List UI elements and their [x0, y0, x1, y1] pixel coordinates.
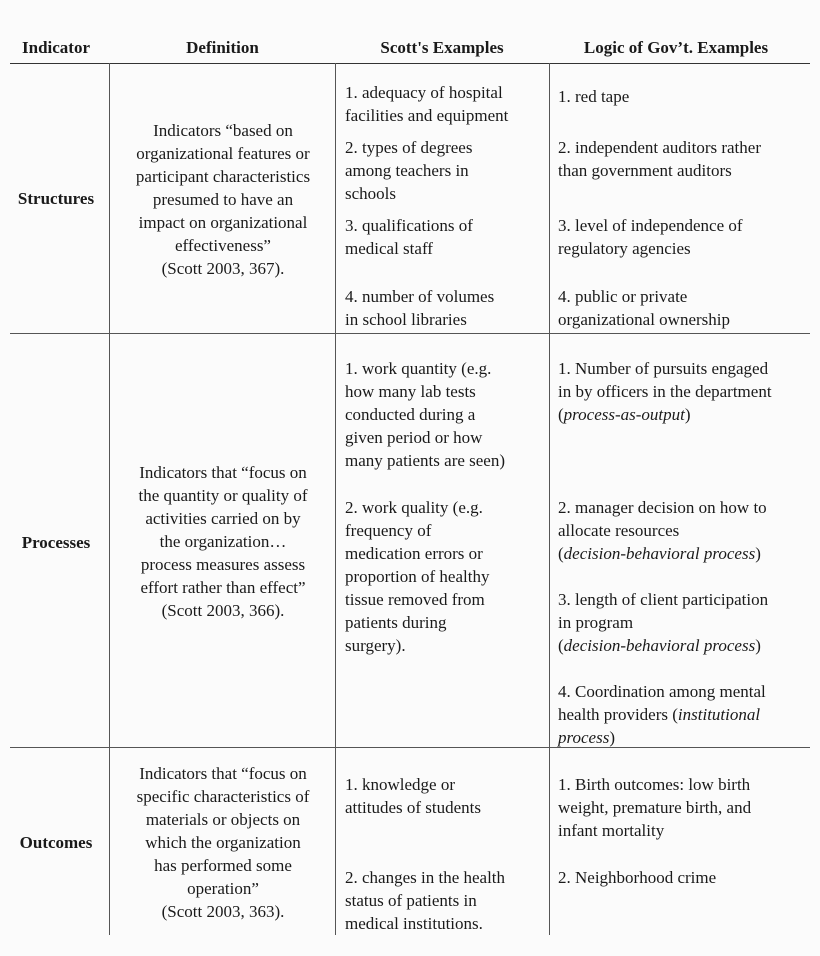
gov-example-structures-2 — [558, 136, 761, 182]
example-line: 4. number of volumes — [345, 287, 495, 306]
process-type: process-as-output — [563, 405, 685, 424]
paren-open: ( — [558, 405, 564, 424]
example-line: patients during — [345, 613, 447, 632]
definition-line: process measures assess — [140, 555, 306, 574]
header-indicator: Indicator — [22, 38, 90, 57]
gov-example-structures-3 — [558, 214, 743, 260]
example-line — [558, 726, 766, 749]
gov-example-processes-3 — [558, 588, 768, 657]
gov-example-outcomes-1 — [558, 773, 751, 842]
definition-line: (Scott 2003, 366). — [161, 601, 285, 620]
gov-example-processes-2 — [558, 496, 767, 565]
example-line: weight, premature birth, and — [558, 798, 752, 817]
example-line: conducted during a — [345, 405, 476, 424]
example-line: 2. manager decision on how to — [558, 498, 767, 517]
example-line: than government auditors — [558, 161, 732, 180]
row-label-structures: Structures — [17, 189, 95, 208]
definition-line: operation” — [187, 879, 259, 898]
gov-example-structures-1 — [558, 85, 629, 108]
header-rule — [10, 63, 810, 64]
example-line: regulatory agencies — [558, 239, 691, 258]
example-line: in program — [558, 613, 634, 632]
gov-example-processes-1 — [558, 357, 772, 426]
example-line — [558, 542, 767, 565]
definition-line: the organization… — [159, 532, 287, 551]
definition-line: impact on organizational — [138, 213, 308, 232]
definition-line: specific characteristics of — [136, 787, 310, 806]
paren-close: ) — [755, 636, 761, 655]
definition-line: (Scott 2003, 363). — [161, 902, 285, 921]
process-type: process — [558, 728, 610, 747]
example-line: 2. Neighborhood crime — [558, 868, 717, 887]
scott-example-structures-3 — [345, 214, 473, 260]
row-label-outcomes: Outcomes — [19, 833, 93, 852]
paren-close: ) — [684, 405, 691, 424]
definition-line: effort rather than effect” — [140, 578, 306, 597]
example-line: medication errors or — [345, 544, 483, 563]
definition-processes — [112, 461, 334, 622]
example-line: 2. types of degrees — [345, 138, 473, 157]
example-line: 2. work quality (e.g. — [345, 498, 483, 517]
definition-line: organizational features or — [136, 144, 310, 163]
example-line: 4. Coordination among mental — [558, 682, 766, 701]
gov-example-structures-4 — [558, 285, 730, 331]
example-line: 2. changes in the health — [345, 868, 506, 887]
definition-outcomes — [112, 762, 334, 923]
example-line — [558, 403, 772, 426]
header-scott-examples: Scott's Examples — [380, 38, 504, 57]
process-type: institutional — [677, 705, 761, 724]
gov-text: health providers ( — [558, 705, 678, 724]
column-divider-3 — [549, 63, 550, 935]
example-line: many patients are seen) — [345, 451, 506, 470]
definition-structures — [112, 119, 334, 280]
example-line: tissue removed from — [345, 590, 485, 609]
example-line: infant mortality — [558, 821, 665, 840]
process-type: decision-behavioral process — [563, 636, 756, 655]
definition-line: activities carried on by — [145, 509, 301, 528]
header-definition: Definition — [186, 38, 259, 57]
definition-line: effectiveness” — [175, 236, 271, 255]
scott-example-processes-1 — [345, 357, 505, 472]
example-line: 3. length of client participation — [558, 590, 769, 609]
header-gov-examples: Logic of Gov’t. Examples — [583, 38, 769, 57]
example-line: in school libraries — [345, 310, 467, 329]
example-line: facilities and equipment — [345, 106, 509, 125]
row-divider-structures-processes — [10, 333, 810, 334]
example-line: 4. public or private — [558, 287, 688, 306]
example-line: allocate resources — [558, 521, 680, 540]
scott-example-processes-2 — [345, 496, 489, 657]
example-line: status of patients in — [345, 891, 477, 910]
column-divider-1 — [109, 63, 110, 935]
definition-line: has performed some — [154, 856, 292, 875]
scott-example-structures-1 — [345, 81, 508, 127]
example-line: in by officers in the department — [558, 382, 772, 401]
example-line: 1. Number of pursuits engaged — [558, 359, 769, 378]
example-line: 3. level of independence of — [558, 216, 743, 235]
example-line: proportion of healthy — [345, 567, 490, 586]
example-line — [558, 634, 768, 657]
example-line: how many lab tests — [345, 382, 476, 401]
gov-example-processes-4 — [558, 680, 766, 749]
definition-line: which the organization — [145, 833, 301, 852]
definition-line: materials or objects on — [145, 810, 301, 829]
definition-line: the quantity or quality of — [138, 486, 308, 505]
definition-line: Indicators that “focus on — [139, 463, 307, 482]
example-line: attitudes of students — [345, 798, 481, 817]
example-line: medical staff — [345, 239, 433, 258]
example-line: 2. independent auditors rather — [558, 138, 761, 157]
definition-line: Indicators that “focus on — [139, 764, 307, 783]
paren-open: ( — [558, 636, 564, 655]
scott-example-outcomes-2 — [345, 866, 505, 935]
process-type: decision-behavioral process — [563, 544, 756, 563]
paren-open: ( — [558, 544, 564, 563]
example-line: schools — [345, 184, 396, 203]
column-divider-2 — [335, 63, 336, 935]
example-line: among teachers in — [345, 161, 469, 180]
example-line: 1. work quantity (e.g. — [345, 359, 492, 378]
paren-close: ) — [755, 544, 761, 563]
example-line: 3. qualifications of — [345, 216, 473, 235]
example-line: frequency of — [345, 521, 432, 540]
definition-line: Indicators “based on — [153, 121, 293, 140]
scott-example-outcomes-1 — [345, 773, 481, 819]
example-line: 1. knowledge or — [345, 775, 456, 794]
example-line: 1. red tape — [558, 87, 630, 106]
example-line: surgery). — [345, 636, 406, 655]
example-line: medical institutions. — [345, 914, 483, 933]
row-label-processes: Processes — [21, 533, 91, 552]
example-line: 1. adequacy of hospital — [345, 83, 503, 102]
example-line: given period or how — [345, 428, 483, 447]
example-line: 1. Birth outcomes: low birth — [558, 775, 751, 794]
scott-example-structures-4 — [345, 285, 494, 331]
definition-line: presumed to have an — [152, 190, 294, 209]
scott-example-structures-2 — [345, 136, 472, 205]
paren-close: ) — [609, 728, 615, 747]
gov-example-outcomes-2 — [558, 866, 716, 889]
definition-line: participant characteristics — [135, 167, 311, 186]
definition-line: (Scott 2003, 367). — [161, 259, 285, 278]
example-line: organizational ownership — [558, 310, 731, 329]
example-line — [558, 703, 766, 726]
